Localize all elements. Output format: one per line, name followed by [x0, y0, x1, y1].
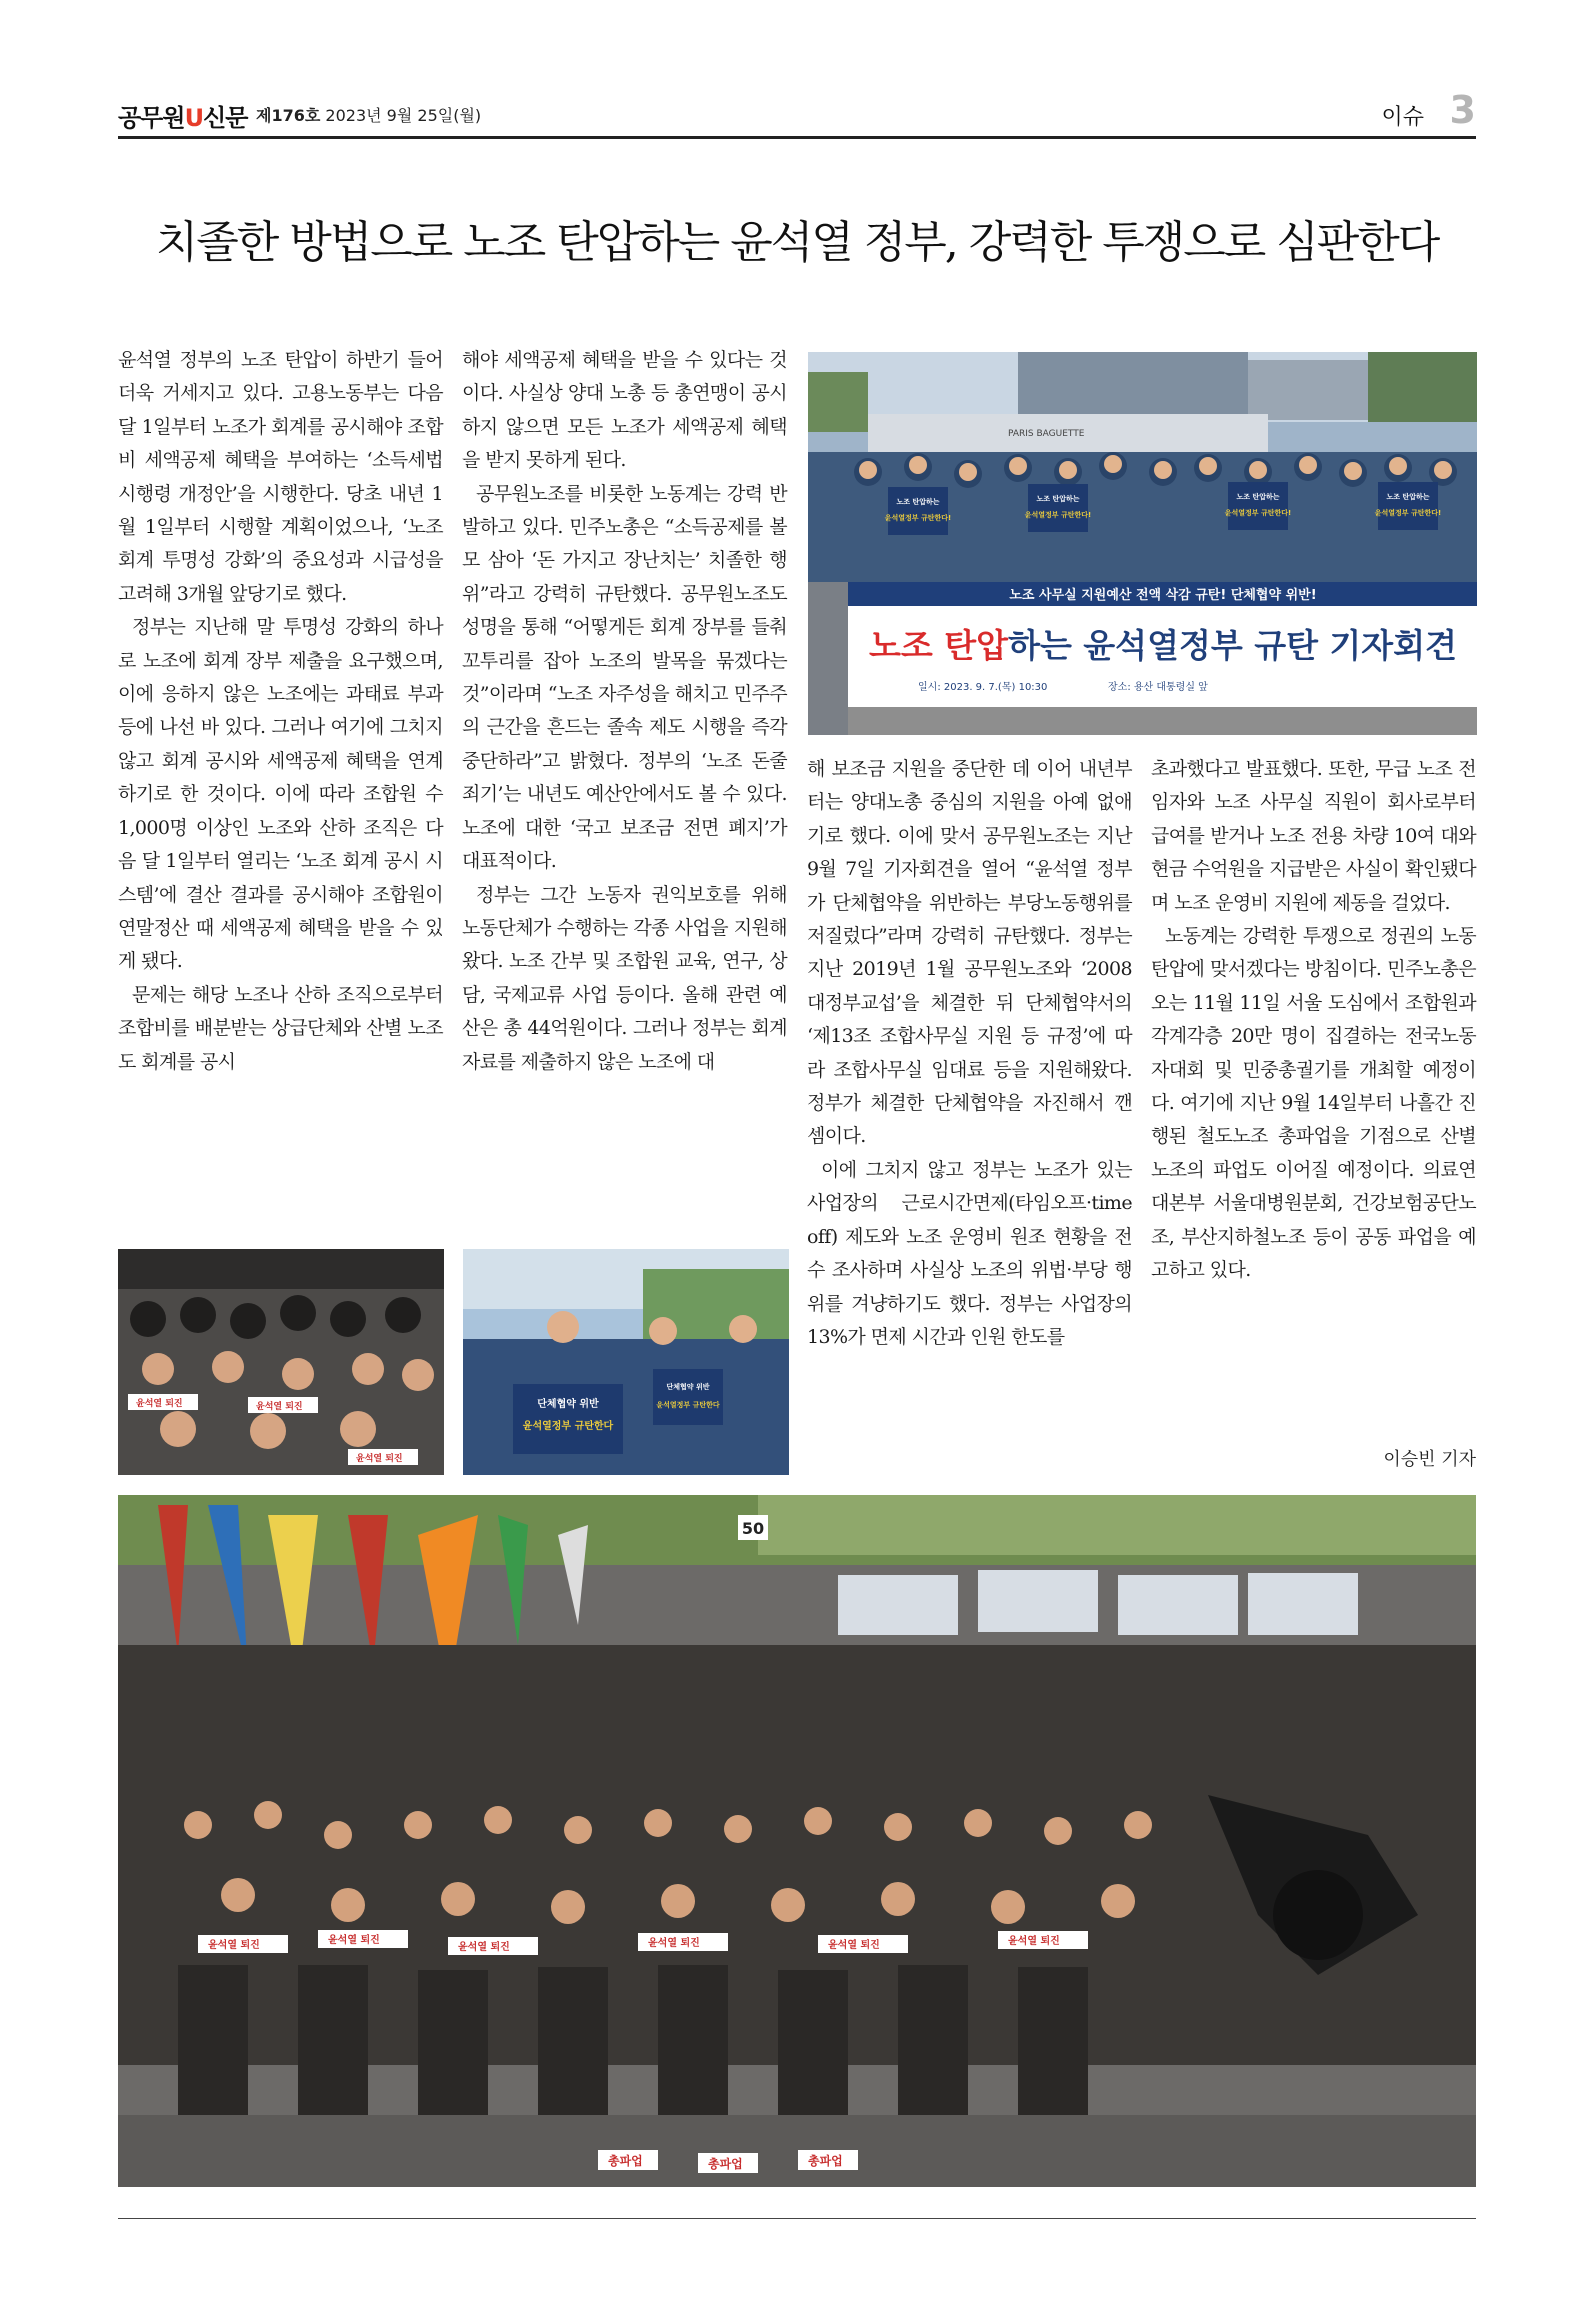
svg-text:윤석열 퇴진: 윤석열 퇴진 [208, 1940, 260, 1951]
text-column-4 [1151, 753, 1476, 1443]
paragraph: 이에 그치지 않고 정부는 노조가 있는 사업장의 근로시간면제(타임오프·time off) 제도와 노조 운영비 원조 현황을 전수 조사하며 사실상 노조의 위법·부당 행위를 겨냥하기도 했다. 정부는 사업장의 13%가 면제 시간과 인원 한도를 [807, 1158, 1132, 1348]
issue-number: 제176호 [256, 106, 321, 125]
banner-date: 일시: 2023. 9. 7.(목) 10:30 [918, 682, 1048, 693]
protest-march-photo [463, 1249, 789, 1475]
svg-text:총파업: 총파업 [708, 2157, 743, 2171]
svg-text:윤석열 퇴진: 윤석열 퇴진 [356, 1454, 403, 1464]
banner-place: 장소: 용산 대통령실 앞 [1108, 682, 1208, 693]
section-label: 이슈 [1381, 105, 1424, 130]
footer-rule [118, 2218, 1476, 2219]
paragraph: 노동계는 강력한 투쟁으로 정권의 노동 탄압에 맞서겠다는 방침이다. 민주노총은 오는 11월 11일 서울 도심에서 조합원과 각계각층 20만 명이 집결하는 전국노동자대회 및 민중총궐기를 개최할 예정이다. 여기에 지난 9월 14일부터 나흘간 진행된 철도노조 총파업을 기점으로 산별 노조의 파업도 이어질 예정이다. 의료연대본부 서울대병원분회, 건강보험공단노조, 부산지하철노조 등이 공동 파업을 예고하고 있다. [1151, 925, 1476, 1282]
svg-text:윤석열정부 규탄한다!: 윤석열정부 규탄한다! [884, 514, 952, 522]
svg-text:윤석열 퇴진: 윤석열 퇴진 [328, 1935, 380, 1946]
svg-text:윤석열 퇴진: 윤석열 퇴진 [458, 1942, 510, 1953]
svg-text:노조 탄압하는: 노조 탄압하는 [1236, 493, 1280, 501]
text-column-2 [462, 344, 787, 1234]
svg-text:노조 탄압하는: 노조 탄압하는 [1036, 495, 1080, 503]
svg-text:단체협약 위반: 단체협약 위반 [666, 1383, 710, 1391]
svg-text:총파업: 총파업 [808, 2154, 843, 2168]
svg-text:윤석열 퇴진: 윤석열 퇴진 [256, 1402, 303, 1412]
page-header [118, 88, 1476, 138]
page-number: 3 [1449, 88, 1476, 132]
press-conference-photo [808, 352, 1477, 735]
banner-main-text: 노조 탄압하는 윤석열정부 규탄 기자회견 [869, 626, 1457, 665]
svg-text:윤석열정부 규탄한다: 윤석열정부 규탄한다 [522, 1421, 614, 1432]
paragraph: 정부는 지난해 말 투명성 강화의 하나로 노조에 회계 장부 제출을 요구했으며, 이에 응하지 않은 노조에는 과태료 부과 등에 나선 바 있다. 그러나 여기에 그치지 않고 회계 공시와 세액공제 혜택을 연계하기로 한 것이다. 이에 따라 조합원 수 1,000명 이상인 노조와 산하 조직은 다음 달 1일부터 열리는 ‘노조 회계 공시 시스템’에 결산 결과를 공시해야 조합원이 연말정산 때 세액공제 혜택을 받을 수 있게 됐다. [118, 616, 443, 973]
article-headline: 치졸한 방법으로 노조 탄압하는 윤석열 정부, 강력한 투쟁으로 심판한다 [155, 217, 1439, 268]
paragraph: 초과했다고 발표했다. 또한, 무급 노조 전임자와 노조 사무실 직원이 회사로부터 급여를 받거나 노조 전용 차량 10여 대와 현금 수억원을 지급받은 사실이 확인됐다며 노조 운영비 지원에 제동을 걸었다. [1151, 758, 1476, 914]
svg-text:윤석열정부 규탄한다: 윤석열정부 규탄한다 [656, 1401, 720, 1409]
svg-text:윤석열정부 규탄한다!: 윤석열정부 규탄한다! [1024, 511, 1092, 519]
header-rule [118, 136, 1476, 139]
building-sign: PARIS BAGUETTE [1008, 429, 1085, 439]
svg-text:윤석열 퇴진: 윤석열 퇴진 [1008, 1936, 1060, 1947]
svg-text:윤석열 퇴진: 윤석열 퇴진 [648, 1938, 700, 1949]
svg-text:윤석열 퇴진: 윤석열 퇴진 [136, 1399, 183, 1409]
svg-text:윤석열정부 규탄한다!: 윤석열정부 규탄한다! [1374, 509, 1442, 517]
svg-text:노조 탄압하는: 노조 탄압하는 [896, 498, 940, 506]
sit-in-rally-photo [118, 1249, 444, 1475]
text-column-1 [118, 344, 443, 1234]
paragraph: 윤석열 정부의 노조 탄압이 하반기 들어 더욱 거세지고 있다. 고용노동부는 다음 달 1일부터 노조가 회계를 공시해야 조합비 세액공제 혜택을 부여하는 ‘소득세법 시행령 개정안’을 시행한다. 당초 내년 1월 1일부터 시행할 계획이었으나, ‘노조 회계 투명성 강화’의 중요성과 시급성을 고려해 3개월 앞당기로 했다. [118, 349, 443, 605]
svg-text:윤석열정부 규탄한다!: 윤석열정부 규탄한다! [1224, 509, 1292, 517]
speed-sign: 50 [741, 1519, 765, 1538]
paragraph: 해야 세액공제 혜택을 받을 수 있다는 것이다. 사실상 양대 노총 등 총연맹이 공시하지 않으면 모든 노조가 세액공제 혜택을 받지 못하게 된다. [462, 349, 787, 472]
byline: 이승빈 기자 [1383, 1449, 1476, 1470]
issue-info [256, 103, 481, 126]
paragraph: 해 보조금 지원을 중단한 데 이어 내년부터는 양대노총 중심의 지원을 아예 없애기로 했다. 이에 맞서 공무원노조는 지난 9월 7일 기자회견을 열어 “윤석열 정부가 단체협약을 위반하는 부당노동행위를 저질렀다”라며 강력히 규탄했다. 정부는 지난 2019년 1월 공무원노조와 ‘2008 대정부교섭’을 체결한 뒤 단체협약서의 ‘제13조 조합사무실 지원 등 규정’에 따라 조합사무실 임대료 등을 지원해왔다. 정부가 체결한 단체협약을 자진해서 깬 셈이다. [807, 758, 1132, 1148]
masthead-logo: 공무원U신문 [118, 104, 248, 132]
svg-text:윤석열 퇴진: 윤석열 퇴진 [828, 1940, 880, 1951]
svg-text:노조 탄압하는: 노조 탄압하는 [1386, 493, 1430, 501]
banner-top-text: 노조 사무실 지원예산 전액 삭감 규탄! 단체협약 위반! [1009, 588, 1317, 603]
text-column-3 [807, 753, 1132, 1348]
mass-rally-photo [118, 1495, 1476, 2187]
issue-date: 2023년 9월 25일(월) [325, 106, 482, 125]
paragraph: 공무원노조를 비롯한 노동계는 강력 반발하고 있다. 민주노총은 “소득공제를 볼모 삼아 ‘돈 가지고 장난치는’ 치졸한 행위”라고 강력히 규탄했다. 공무원노조도 성명을 통해 “어떻게든 회계 장부를 들춰 꼬투리를 잡아 노조의 발목을 묶겠다는 것”이라며 “노조 자주성을 해치고 민주주의 근간을 흔드는 졸속 제도 시행을 즉각 중단하라”고 밝혔다. 정부의 ‘노조 돈줄 죄기’는 내년도 예산안에서도 볼 수 있다. 노조에 대한 ‘국고 보조금 전면 폐지’가 대표적이다. [462, 482, 787, 873]
paragraph: 문제는 해당 노조나 산하 조직으로부터 조합비를 배분받는 상급단체와 산별 노조도 회계를 공시 [118, 983, 443, 1073]
svg-text:단체협약 위반: 단체협약 위반 [537, 1399, 599, 1410]
svg-text:총파업: 총파업 [608, 2154, 643, 2168]
paragraph: 정부는 그간 노동자 권익보호를 위해 노동단체가 수행하는 각종 사업을 지원해왔다. 노조 간부 및 조합원 교육, 연구, 상담, 국제교류 사업 등이다. 올해 관련 예산은 총 44억원이다. 그러나 정부는 회계 자료를 제출하지 않은 노조에 대 [462, 883, 787, 1073]
